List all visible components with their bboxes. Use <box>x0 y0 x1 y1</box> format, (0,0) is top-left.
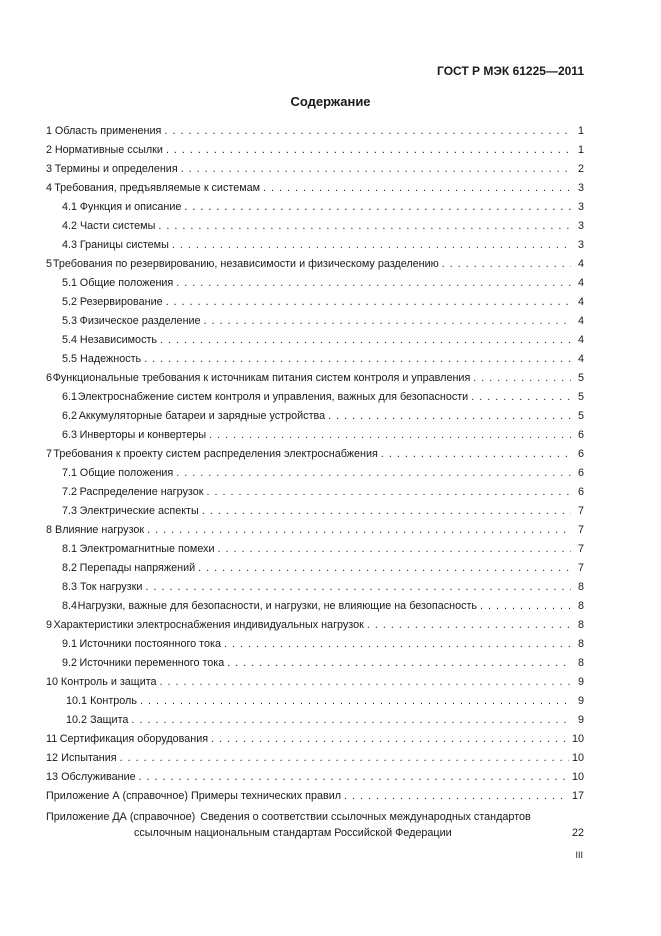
toc-entry-page: 3 <box>577 182 584 194</box>
toc-entry-page: 6 <box>577 467 584 479</box>
toc-entry-number: 6 <box>46 372 53 384</box>
toc-entry[interactable] <box>46 559 584 578</box>
toc-entry-page: 22 <box>571 827 584 839</box>
toc-entry-page: 10 <box>571 752 584 764</box>
dot-leader <box>218 540 571 559</box>
toc-entry-title: Требования к проекту систем распределения электроснабжения <box>53 448 378 460</box>
toc-entry-page: 8 <box>577 638 584 650</box>
toc-entry-title: Требования, предъявляемые к системам <box>54 182 261 194</box>
toc-entry-number: 8.2 <box>62 562 78 574</box>
toc-entry-number: 9.1 <box>62 638 78 650</box>
toc-entry[interactable] <box>46 179 584 198</box>
toc-entry-page: 8 <box>577 657 584 669</box>
dot-leader <box>139 768 569 787</box>
toc-entry-title: Резервирование <box>79 296 163 308</box>
toc-entry-number: 8.3 <box>62 581 78 593</box>
toc-entry-title: Аккумуляторные батареи и зарядные устройства <box>78 410 326 422</box>
toc-entry-title: Характеристики электроснабжения индивидуальных нагрузок <box>53 619 364 631</box>
toc-entry-number: 6.1 <box>62 391 78 403</box>
toc-entry-title: Влияние нагрузок <box>55 524 145 536</box>
toc-entry-title: Термины и определения <box>54 163 178 175</box>
toc-entry-number: 13 <box>46 771 59 783</box>
toc-entry-page: 3 <box>577 239 584 251</box>
toc-entry-page: 9 <box>577 714 584 726</box>
toc-entry-title: Функциональные требования к источникам питания систем контроля и управления <box>52 372 471 384</box>
toc-entry[interactable] <box>46 160 584 179</box>
toc-entry-number: 8.1 <box>62 543 78 555</box>
toc-entry-page: 7 <box>577 505 584 517</box>
toc-entry-title: Источники постоянного тока <box>79 638 221 650</box>
toc-entry[interactable] <box>46 331 584 350</box>
toc-entry-title: Части системы <box>79 220 156 232</box>
toc-entry-title: Надежность <box>80 353 142 365</box>
dot-leader <box>181 160 571 179</box>
toc-entry-page: 9 <box>577 676 584 688</box>
toc-entry-number: 10.1 <box>66 695 88 707</box>
dot-leader <box>211 730 569 749</box>
dot-leader <box>120 749 569 768</box>
dot-leader <box>140 692 571 711</box>
toc-entry-page: 7 <box>577 543 584 555</box>
toc-entry[interactable] <box>46 540 584 559</box>
toc-entry-page: 8 <box>577 581 584 593</box>
dot-leader <box>184 198 571 217</box>
toc-entry-number: 5.2 <box>62 296 78 308</box>
appendix-label: Приложение ДА (справочное) <box>46 811 196 823</box>
toc-entry[interactable] <box>46 407 584 426</box>
toc-entry[interactable] <box>46 692 584 711</box>
dot-leader <box>158 217 571 236</box>
toc-entry[interactable] <box>46 122 584 141</box>
dot-leader <box>202 502 571 521</box>
toc-entry-number: 1 <box>46 125 53 137</box>
dot-leader <box>381 445 571 464</box>
table-of-contents <box>46 122 584 841</box>
dot-leader <box>176 274 571 293</box>
appendix-title-line2: ссылочным национальным стандартам Российской Федерации <box>134 827 452 839</box>
toc-entry-number: 7.2 <box>62 486 78 498</box>
toc-entry-title: Распределение нагрузок <box>79 486 204 498</box>
toc-entry-page: 4 <box>577 315 584 327</box>
toc-entry[interactable] <box>46 616 584 635</box>
toc-entry-title: Электромагнитные помехи <box>79 543 215 555</box>
toc-entry[interactable] <box>46 635 584 654</box>
toc-entry-title: Контроль <box>90 695 137 707</box>
toc-entry[interactable] <box>46 483 584 502</box>
dot-leader <box>367 616 571 635</box>
toc-entry-page: 10 <box>571 733 584 745</box>
toc-entry-number: 10.2 <box>66 714 88 726</box>
toc-entry[interactable] <box>46 217 584 236</box>
toc-entry[interactable] <box>46 274 584 293</box>
dot-leader <box>206 483 571 502</box>
toc-entry-page: 9 <box>577 695 584 707</box>
dot-leader <box>263 179 571 198</box>
toc-entry[interactable] <box>46 578 584 597</box>
page-title: Содержание <box>290 94 371 109</box>
toc-entry[interactable] <box>46 255 584 274</box>
toc-entry-number: 11 <box>46 733 58 745</box>
toc-entry-title: Нагрузки, важные для безопасности, и нагрузки, не влияющие на безопасность <box>77 600 478 612</box>
dot-leader <box>224 635 571 654</box>
toc-entry-number: 7.3 <box>62 505 78 517</box>
dot-leader <box>204 312 571 331</box>
toc-entry-number: 4.2 <box>62 220 78 232</box>
dot-leader <box>145 578 571 597</box>
toc-entry-number: 6.2 <box>62 410 78 422</box>
dot-leader <box>164 122 571 141</box>
toc-entry-page: 8 <box>577 619 584 631</box>
toc-entry-page: 7 <box>577 562 584 574</box>
toc-entry[interactable] <box>46 711 584 730</box>
toc-entry[interactable] <box>46 749 584 768</box>
toc-entry[interactable] <box>46 369 584 388</box>
toc-entry[interactable] <box>46 502 584 521</box>
dot-leader <box>144 350 571 369</box>
dot-leader <box>160 331 571 350</box>
toc-entry-title: Функция и описание <box>79 201 182 213</box>
toc-entry[interactable] <box>46 521 584 540</box>
toc-entry-title: Контроль и защита <box>60 676 157 688</box>
toc-entry-number: 9 <box>46 619 53 631</box>
toc-entry[interactable] <box>46 198 584 217</box>
toc-entry-title: Физическое разделение <box>79 315 201 327</box>
toc-entry[interactable] <box>46 388 584 407</box>
toc-entry-page: 10 <box>571 771 584 783</box>
toc-entry[interactable] <box>46 426 584 445</box>
toc-entry-page: 5 <box>577 410 584 422</box>
toc-entry-title: Границы системы <box>79 239 169 251</box>
toc-entry-page: 4 <box>577 296 584 308</box>
toc-entry[interactable] <box>46 350 584 369</box>
dot-leader <box>172 236 571 255</box>
toc-entry-number: 5.3 <box>62 315 78 327</box>
dot-leader <box>442 255 571 274</box>
toc-entry-title: Независимость <box>79 334 158 346</box>
dot-leader <box>160 673 571 692</box>
toc-entry-title: Перепады напряжений <box>79 562 196 574</box>
toc-entry-number: 7.1 <box>62 467 78 479</box>
page-number: III <box>575 850 583 860</box>
toc-entry-title: Испытания <box>61 752 117 764</box>
toc-entry-number: 12 <box>46 752 59 764</box>
toc-entry[interactable] <box>46 464 584 483</box>
dot-leader <box>166 141 571 160</box>
dot-leader <box>473 369 571 388</box>
toc-entry[interactable] <box>46 673 584 692</box>
toc-entry[interactable] <box>46 730 584 749</box>
toc-entry-page: 3 <box>577 220 584 232</box>
toc-entry-page: 4 <box>577 277 584 289</box>
toc-entry-page: 1 <box>577 144 584 156</box>
toc-entry-title: Электрические аспекты <box>79 505 199 517</box>
toc-entry-number: 5 <box>46 258 53 270</box>
toc-entry[interactable] <box>46 293 584 312</box>
toc-entry-title: Требования по резервированию, независимости и физическому разделению <box>52 258 439 270</box>
toc-entry-number: 4.3 <box>62 239 78 251</box>
dot-leader <box>176 464 571 483</box>
toc-entry-page: 8 <box>577 600 584 612</box>
toc-entry[interactable] <box>46 141 584 160</box>
appendix-title-line1: Сведения о соответствии ссылочных международных стандартов <box>200 811 531 823</box>
toc-entry-page: 5 <box>577 372 584 384</box>
toc-entry-title: Общие положения <box>79 277 174 289</box>
toc-entry-page: 3 <box>577 201 584 213</box>
toc-entry-number: 5.4 <box>62 334 78 346</box>
toc-entry-number: 5.5 <box>62 353 78 365</box>
toc-entry-page: 2 <box>577 163 584 175</box>
toc-entry-number: 6.3 <box>62 429 78 441</box>
toc-entry[interactable] <box>46 654 584 673</box>
toc-entry[interactable] <box>46 445 584 464</box>
toc-entry[interactable] <box>46 768 584 787</box>
toc-entry[interactable] <box>46 236 584 255</box>
toc-entry[interactable] <box>46 312 584 331</box>
toc-entry-page: 5 <box>577 391 584 403</box>
toc-entry-title: Нормативные ссылки <box>54 144 163 156</box>
toc-entry-title: Электроснабжение систем контроля и управления, важных для безопасности <box>77 391 469 403</box>
dot-leader <box>344 787 569 806</box>
dot-leader <box>166 293 571 312</box>
toc-entry-page: 4 <box>577 258 584 270</box>
toc-entry-page: 4 <box>577 353 584 365</box>
toc-entry-title: Ток нагрузки <box>80 581 143 593</box>
toc-entry-title: Инверторы и конвертеры <box>79 429 207 441</box>
toc-entry-page: 4 <box>577 334 584 346</box>
dot-leader <box>198 559 571 578</box>
toc-entry-title: Общие положения <box>79 467 174 479</box>
toc-entry-number: 7 <box>46 448 53 460</box>
toc-entry-title: Защита <box>90 714 129 726</box>
toc-entry-title: Обслуживание <box>61 771 136 783</box>
toc-entry-title: Сертификация оборудования <box>59 733 209 745</box>
toc-entry-title: Приложение А (справочное) Примеры технических правил <box>46 790 342 802</box>
toc-entry-page: 6 <box>577 448 584 460</box>
toc-entry-number: 8 <box>46 524 53 536</box>
toc-entry-number: 4 <box>46 182 53 194</box>
dot-leader <box>471 388 571 407</box>
toc-entry-page: 6 <box>577 429 584 441</box>
toc-entry-number: 8.4 <box>62 600 78 612</box>
dot-leader <box>209 426 571 445</box>
toc-entry-page: 1 <box>577 125 584 137</box>
toc-entry-number: 5.1 <box>62 277 78 289</box>
toc-entry[interactable] <box>46 787 584 806</box>
toc-entry-number: 9.2 <box>62 657 78 669</box>
toc-entry-title: Область применения <box>54 125 162 137</box>
toc-entry-number: 4.1 <box>62 201 78 213</box>
dot-leader <box>227 654 571 673</box>
toc-entry-page: 7 <box>577 524 584 536</box>
toc-entry-appendix-da[interactable] <box>46 809 584 841</box>
toc-entry[interactable] <box>46 597 584 616</box>
document-header: ГОСТ Р МЭК 61225—2011 <box>437 64 584 78</box>
toc-entry-page: 17 <box>571 790 584 802</box>
toc-entry-page: 6 <box>577 486 584 498</box>
toc-entry-number: 10 <box>46 676 59 688</box>
dot-leader <box>131 711 571 730</box>
dot-leader <box>480 597 571 616</box>
toc-entry-title: Источники переменного тока <box>79 657 225 669</box>
dot-leader <box>147 521 571 540</box>
dot-leader <box>328 407 571 426</box>
toc-entry-number: 3 <box>46 163 53 175</box>
toc-entry-number: 2 <box>46 144 53 156</box>
